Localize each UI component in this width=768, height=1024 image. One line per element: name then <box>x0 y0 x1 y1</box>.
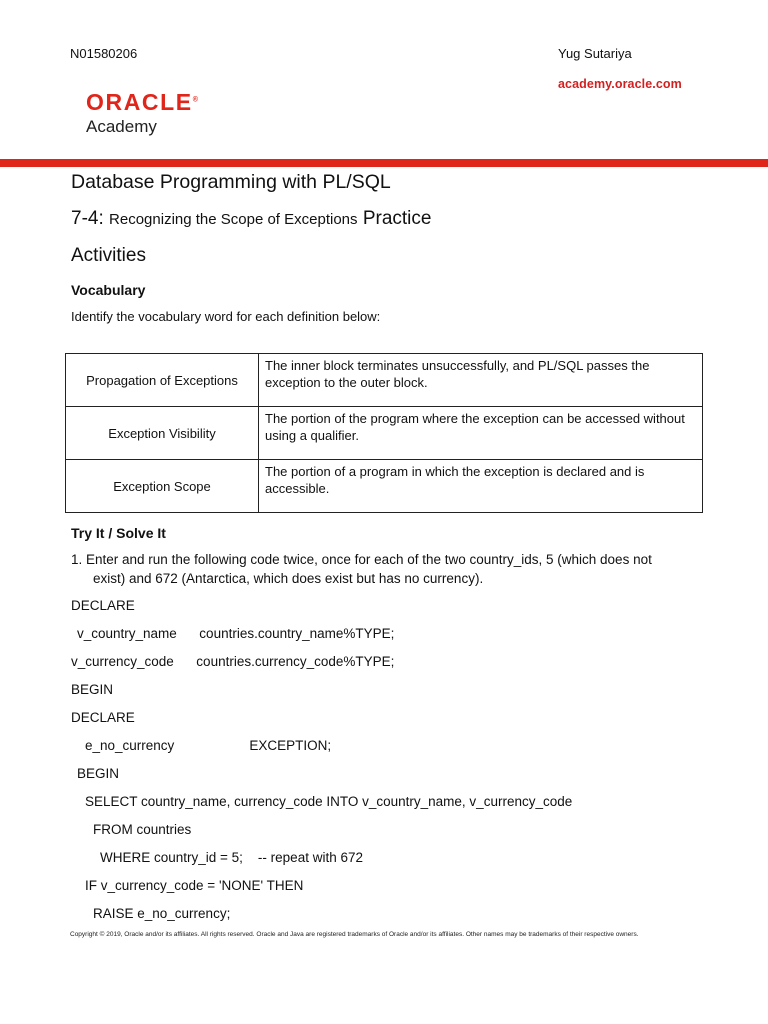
vocab-definition: The portion of the program where the exception can be accessed without using a qualifier. <box>259 407 703 460</box>
vocab-definition: The inner block terminates unsuccessfully, and PL/SQL passes the exception to the outer block. <box>259 354 703 407</box>
academy-label: Academy <box>86 117 157 136</box>
code-line: IF v_currency_code = 'NONE' THEN <box>85 878 304 893</box>
activities-heading: Activities <box>71 245 146 266</box>
vocabulary-table <box>65 353 703 513</box>
course-title: Database Programming with PL/SQL <box>71 171 391 193</box>
vocabulary-heading: Vocabulary <box>71 282 146 298</box>
code-line: v_currency_code countries.currency_code%TYPE; <box>71 654 395 669</box>
code-line: e_no_currency EXCEPTION; <box>85 738 332 753</box>
copyright-footer: Copyright © 2019, Oracle and/or its affiliates. All rights reserved. Oracle and Java are registered trademarks of Oracle and/or its affiliates. Other names may be trademarks of their respective owners. <box>70 931 639 938</box>
vocabulary-instructions: Identify the vocabulary word for each definition below: <box>71 309 381 324</box>
lesson-name: Recognizing the Scope of Exceptions <box>109 211 358 228</box>
code-line: RAISE e_no_currency; <box>93 906 231 921</box>
oracle-logo <box>86 89 198 116</box>
code-line: BEGIN <box>77 766 120 781</box>
lesson-title <box>71 208 431 230</box>
table-row <box>66 460 703 513</box>
vocab-term: Exception Visibility <box>66 407 259 460</box>
code-line: DECLARE <box>71 598 135 613</box>
task-instruction: 1. Enter and run the following code twice, once for each of the two country_ids, 5 (which does not <box>71 552 652 567</box>
lesson-number: 7-4: <box>71 208 104 229</box>
code-line: BEGIN <box>71 682 114 697</box>
code-line: WHERE country_id = 5; -- repeat with 672 <box>100 850 363 865</box>
table-row <box>66 407 703 460</box>
oracle-logo-text: ORACLE <box>86 89 193 115</box>
code-line: FROM countries <box>93 822 192 837</box>
vocab-term: Propagation of Exceptions <box>66 354 259 407</box>
try-it-heading: Try It / Solve It <box>71 525 166 541</box>
student-name: Yug Sutariya <box>558 46 632 61</box>
code-line: DECLARE <box>71 710 135 725</box>
student-id: N01580206 <box>70 46 138 61</box>
academy-url[interactable]: academy.oracle.com <box>558 77 682 91</box>
table-row <box>66 354 703 407</box>
vocab-definition: The portion of a program in which the exception is declared and is accessible. <box>259 460 703 513</box>
task-instruction-continued: exist) and 672 (Antarctica, which does exist but has no currency). <box>93 571 484 586</box>
code-line: v_country_name countries.country_name%TYPE; <box>77 626 395 641</box>
registered-mark: ® <box>192 96 198 104</box>
lesson-suffix: Practice <box>362 208 432 229</box>
code-line: SELECT country_name, currency_code INTO v_country_name, v_currency_code <box>85 794 573 809</box>
vocab-term: Exception Scope <box>66 460 259 513</box>
header-divider <box>0 159 768 167</box>
